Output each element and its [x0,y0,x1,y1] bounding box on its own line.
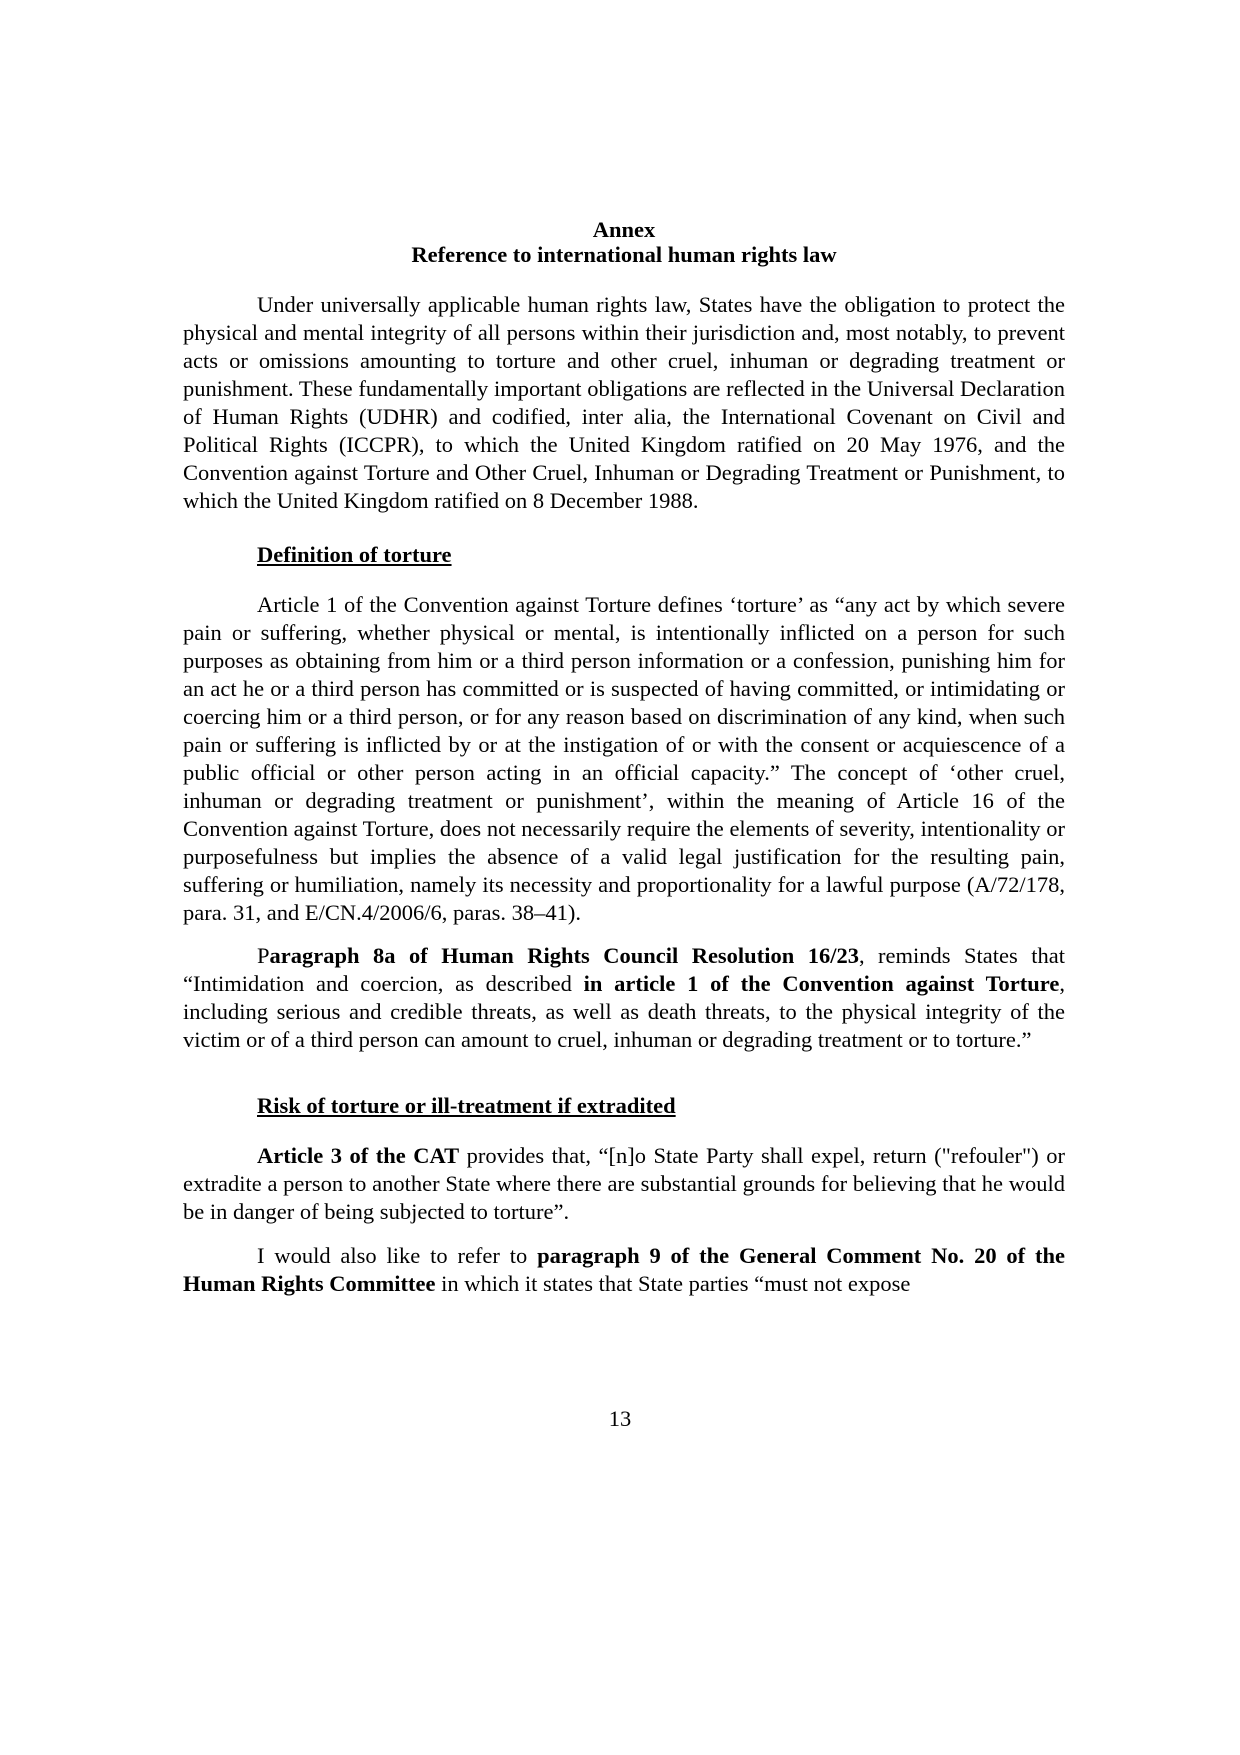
definition-paragraph: Article 1 of the Convention against Torture defines ‘torture’ as “any act by which severe pain or suffering, whether physical or mental, is intentionally inflicted on a person for such purposes as obtaining from him or a third person information or a confession, punishing him for an act he or a third person has committed or is suspected of having committed, or intimidating or coercing him or a third person, or for any reason based on discrimination of any kind, when such pain or suffering is inflicted by or at the instigation of or with the consent or acquiescence of a public official or other person acting in an official capacity.” The concept of ‘other cruel, inhuman or degrading treatment or punishment’, within the meaning of Article 16 of the Convention against Torture, does not necessarily require the elements of severity, intentionality or purposefulness but implies the absence of a valid legal justification for the resulting pain, suffering or humiliation, namely its necessity and proportionality for a lawful purpose (A/72/178, para. 31, and E/CN.4/2006/6, paras. 38–41). [183,592,1065,925]
general-comment-text-1: I would also like to refer to [257,1243,538,1268]
general-comment-paragraph-block [183,1242,1065,1298]
page-number: 13 [608,1406,632,1431]
general-comment-text-2: in which it states that State parties “must not expose [435,1271,911,1296]
general-comment-bold-reference: paragraph 9 of the General Comment No. 20 of the Human Rights Committee [183,1243,1065,1296]
resolution-bold-article: in article 1 of the Convention against Torture [583,971,1060,996]
extradition-heading: Risk of torture or ill-treatment if extradited [257,1093,676,1118]
definition-paragraph-block [183,591,1065,927]
resolution-paragraph-block [183,942,1065,1054]
annex-title: Annex [592,217,656,242]
resolution-initial: P [257,943,270,968]
intro-paragraph-block [183,291,1065,515]
intro-paragraph: Under universally applicable human rights law, States have the obligation to protect the physical and mental integrity of all persons within their jurisdiction and, most notably, to prevent acts or omissions amounting to torture and other cruel, inhuman or degrading treatment or punishment. These fundamentally important obligations are reflected in the Universal Declaration of Human Rights (UDHR) and codified, inter alia, the International Covenant on Civil and Political Rights (ICCPR), to which the United Kingdom ratified on 20 May 1976, and the Convention against Torture and Other Cruel, Inhuman or Degrading Treatment or Punishment, to which the United Kingdom ratified on 8 December 1988. [183,292,1065,513]
annex-subtitle: Reference to international human rights law [411,242,837,267]
extradition-paragraph [183,1142,1065,1226]
definition-heading: Definition of torture [257,542,452,567]
resolution-bold-reference: aragraph 8a of Human Rights Council Resolution 16/23 [269,943,859,968]
resolution-paragraph [183,942,1065,1054]
resolution-text-2: , including serious and credible threats, as well as death threats, to the physical integrity of the victim or of a third person can amount to cruel, inhuman or degrading treatment or to torture.” [183,971,1065,1052]
general-comment-paragraph [183,1242,1065,1298]
extradition-text: provides that, “[n]o State Party shall expel, return ("refouler") or extradite a person to another State where there are substantial grounds for believing that he would be in danger of being subjected to torture”. [183,1143,1065,1224]
resolution-text-1: , reminds States that “Intimidation and coercion, as described [183,943,1065,996]
extradition-paragraph-block [183,1142,1065,1226]
extradition-bold-article: Article 3 of the CAT [257,1143,460,1168]
